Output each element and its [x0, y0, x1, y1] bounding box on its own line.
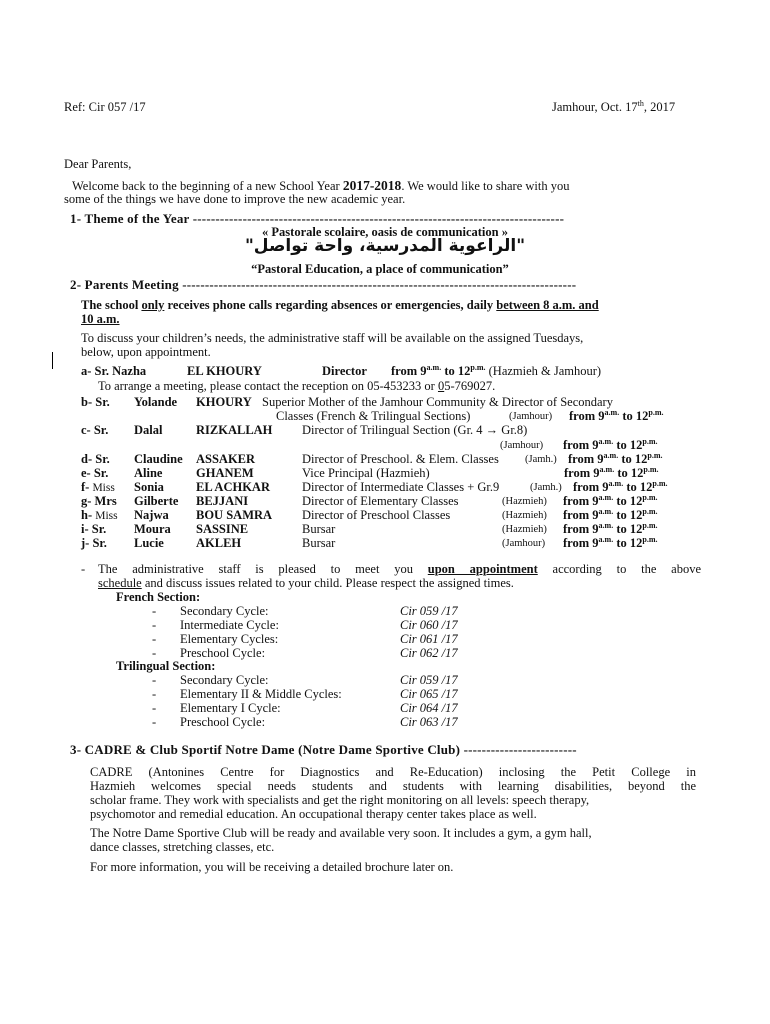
- staff-row-last-name: BEJJANI: [196, 494, 249, 508]
- greeting: Dear Parents,: [64, 157, 132, 171]
- theme-french: « Pastorale scolaire, oasis de communication »: [262, 225, 508, 239]
- staff-row-location: (Hazmieh): [502, 510, 547, 521]
- french-section-title: French Section:: [116, 590, 201, 604]
- staff-row-label: i- Sr.: [81, 522, 107, 536]
- list-item-circular: Cir 059 /17: [400, 604, 458, 618]
- cadre-line-4: psychomotor and remedial education. An occupational therapy center takes place as well.: [90, 807, 537, 821]
- cadre-line-3: scholar frame. They work with specialists and get the right monitoring on all levels: speech therapy,: [90, 793, 590, 807]
- intro-line-2: some of the things we have done to improve the new academic year.: [64, 192, 406, 206]
- cadre-line-1: CADRE (Antonines Centre for Diagnostics and Re-Education) inclosing the Petit College in: [90, 765, 696, 779]
- list-item-circular: Cir 065 /17: [400, 687, 458, 701]
- staff-row-last-name: SASSINE: [196, 522, 249, 536]
- staff-c-label: c- Sr.: [81, 423, 109, 437]
- staff-row-role: Director of Elementary Classes: [302, 494, 459, 508]
- reference-number: Ref: Cir 057 /17: [64, 100, 146, 114]
- list-item-circular: Cir 061 /17: [400, 632, 458, 646]
- list-item-circular: Cir 064 /17: [400, 701, 458, 715]
- discuss-line-1: To discuss your children’s needs, the administrative staff will be available on the assigned Tuesdays,: [81, 331, 584, 345]
- phone-notice-line-1: The school only receives phone calls regarding absences or emergencies, daily between 8 a.m. and: [81, 298, 599, 312]
- list-item-circular: Cir 062 /17: [400, 646, 458, 660]
- staff-row-location: (Jamh.): [530, 482, 562, 493]
- staff-row-first-name: Najwa: [134, 508, 169, 522]
- staff-row-location: (Hazmieh): [502, 496, 547, 507]
- staff-c-hours: from $9^{a.m.}$ to $12^{p.m.}$: [563, 436, 658, 452]
- staff-row-label: h- Miss: [81, 508, 118, 522]
- arrange-meeting-line: To arrange a meeting, please contact the reception on 05-453233 or 05-769027.: [98, 379, 496, 393]
- staff-row-last-name: EL ACHKAR: [196, 480, 270, 494]
- text-cursor: [52, 352, 53, 369]
- staff-c-first: Dalal: [134, 423, 163, 437]
- staff-row-hours: from $9^{a.m.}$ to $12^{p.m.}$: [563, 534, 658, 550]
- staff-row-last-name: ASSAKER: [196, 452, 256, 466]
- theme-english: “Pastoral Education, a place of communication”: [251, 262, 509, 276]
- staff-row-last-name: GHANEM: [196, 466, 254, 480]
- list-item-label: Elementary Cycles:: [180, 632, 279, 646]
- admin-note-line-1: The administrative staff is pleased to meet you upon appointment according to the above: [98, 562, 701, 576]
- staff-row-first-name: Gilberte: [134, 494, 179, 508]
- staff-row-role: Director of Preschool. & Elem. Classes: [302, 452, 499, 466]
- staff-row-first-name: Lucie: [134, 536, 164, 550]
- staff-row-role: Bursar: [302, 522, 336, 536]
- staff-c-last: RIZKALLAH: [196, 423, 273, 437]
- list-bullet: -: [152, 618, 157, 632]
- staff-row-hours: from $9^{a.m.}$ to $12^{p.m.}$: [563, 506, 658, 522]
- staff-c-role: Director of Trilingual Section (Gr. 4 → Gr.8): [302, 423, 528, 437]
- staff-b-role-2: Classes (French & Trilingual Sections): [276, 409, 471, 423]
- list-bullet: -: [152, 715, 157, 729]
- list-item-label: Elementary I Cycle:: [180, 701, 281, 715]
- list-item-circular: Cir 059 /17: [400, 673, 458, 687]
- letter-date: Jamhour, Oct. 17th, 2017: [552, 98, 676, 114]
- staff-row-hours: from $9^{a.m.}$ to $12^{p.m.}$: [563, 520, 658, 536]
- sportive-club-line-1: The Notre Dame Sportive Club will be ready and available very soon. It includes a gym, a gym hall,: [90, 826, 592, 840]
- list-item-circular: Cir 063 /17: [400, 715, 458, 729]
- intro-line-1: Welcome back to the beginning of a new School Year 2017-2018. We would like to share with you: [72, 178, 570, 193]
- staff-row-location: (Jamh.): [525, 454, 557, 465]
- staff-row-location: (Jamhour): [502, 538, 546, 549]
- list-bullet: -: [152, 604, 157, 618]
- list-item-label: Elementary II & Middle Cycles:: [180, 687, 342, 701]
- staff-b-label: b- Sr.: [81, 395, 110, 409]
- staff-row-hours: from $9^{a.m.}$ to $12^{p.m.}$: [568, 450, 663, 466]
- more-info-line: For more information, you will be receiving a detailed brochure later on.: [90, 860, 454, 874]
- staff-row-role: Vice Principal (Hazmieh): [302, 466, 430, 480]
- staff-row-hours: from $9^{a.m.}$ to $12^{p.m.}$: [573, 478, 668, 494]
- staff-row-hours: from $9^{a.m.}$ to $12^{p.m.}$: [564, 464, 659, 480]
- staff-b-first: Yolande: [134, 395, 178, 409]
- list-bullet: -: [152, 687, 157, 701]
- cadre-line-2: Hazmieh welcomes special needs students and students with learning disabilities, beyond the: [90, 779, 696, 793]
- staff-row-last-name: AKLEH: [196, 536, 242, 550]
- staff-row-hours: from $9^{a.m.}$ to $12^{p.m.}$: [563, 492, 658, 508]
- list-bullet: -: [152, 673, 157, 687]
- list-bullet: -: [152, 701, 157, 715]
- section-3-heading: 3- CADRE & Club Sportif Notre Dame (Notre Dame Sportive Club) -------------------------: [70, 742, 577, 757]
- staff-director-name: EL KHOURY: [187, 364, 262, 378]
- staff-b-role-1: Superior Mother of the Jamhour Community & Director of Secondary: [262, 395, 613, 409]
- list-bullet: -: [152, 632, 157, 646]
- staff-director-letter: a- Sr. Nazha: [81, 364, 147, 378]
- staff-director-hours: from $9^{a.m.}$ to $12^{p.m.}$ (Hazmieh & Jamhour): [391, 362, 602, 378]
- section-2-heading: 2- Parents Meeting ---------------------------------------------------------------------------------------: [70, 277, 577, 292]
- discuss-line-2: below, upon appointment.: [81, 345, 211, 359]
- sportive-club-line-2: dance classes, stretching classes, etc.: [90, 840, 275, 854]
- staff-row-first-name: Aline: [134, 466, 163, 480]
- staff-row-label: j- Sr.: [81, 536, 107, 550]
- list-item-label: Secondary Cycle:: [180, 604, 269, 618]
- phone-notice-line-2: 10 a.m.: [81, 312, 120, 326]
- staff-row-label: g- Mrs: [81, 494, 117, 508]
- list-item-label: Secondary Cycle:: [180, 673, 269, 687]
- staff-row-role: Director of Intermediate Classes + Gr.9: [302, 480, 500, 494]
- list-item-circular: Cir 060 /17: [400, 618, 458, 632]
- staff-row-first-name: Claudine: [134, 452, 183, 466]
- list-item-label: Preschool Cycle:: [180, 646, 266, 660]
- staff-row-first-name: Moura: [134, 522, 171, 536]
- staff-row-last-name: BOU SAMRA: [196, 508, 273, 522]
- staff-director-role: Director: [322, 364, 367, 378]
- trilingual-section-title: Trilingual Section:: [116, 659, 216, 673]
- staff-row-location: (Hazmieh): [502, 524, 547, 535]
- section-1-heading: 1- Theme of the Year ----------------------------------------------------------------------------------: [70, 211, 565, 226]
- list-item-label: Intermediate Cycle:: [180, 618, 279, 632]
- staff-row-first-name: Sonia: [134, 480, 164, 494]
- theme-arabic: "الراعوية المدرسية، واحة تواصل": [244, 236, 526, 256]
- staff-b-hours: from $9^{a.m.}$ to $12^{p.m.}$: [569, 407, 664, 423]
- admin-note-dash: -: [81, 562, 86, 576]
- staff-row-label: d- Sr.: [81, 452, 110, 466]
- staff-row-role: Director of Preschool Classes: [302, 508, 451, 522]
- staff-c-location: (Jamhour): [500, 440, 544, 451]
- list-bullet: -: [152, 646, 157, 660]
- staff-row-label: e- Sr.: [81, 466, 109, 480]
- list-item-label: Preschool Cycle:: [180, 715, 266, 729]
- staff-row-label: f- Miss: [81, 480, 115, 494]
- staff-row-role: Bursar: [302, 536, 336, 550]
- staff-b-last: KHOURY: [196, 395, 252, 409]
- admin-note-line-2: schedule and discuss issues related to your child. Please respect the assigned times.: [98, 576, 514, 590]
- staff-b-location: (Jamhour): [509, 411, 553, 422]
